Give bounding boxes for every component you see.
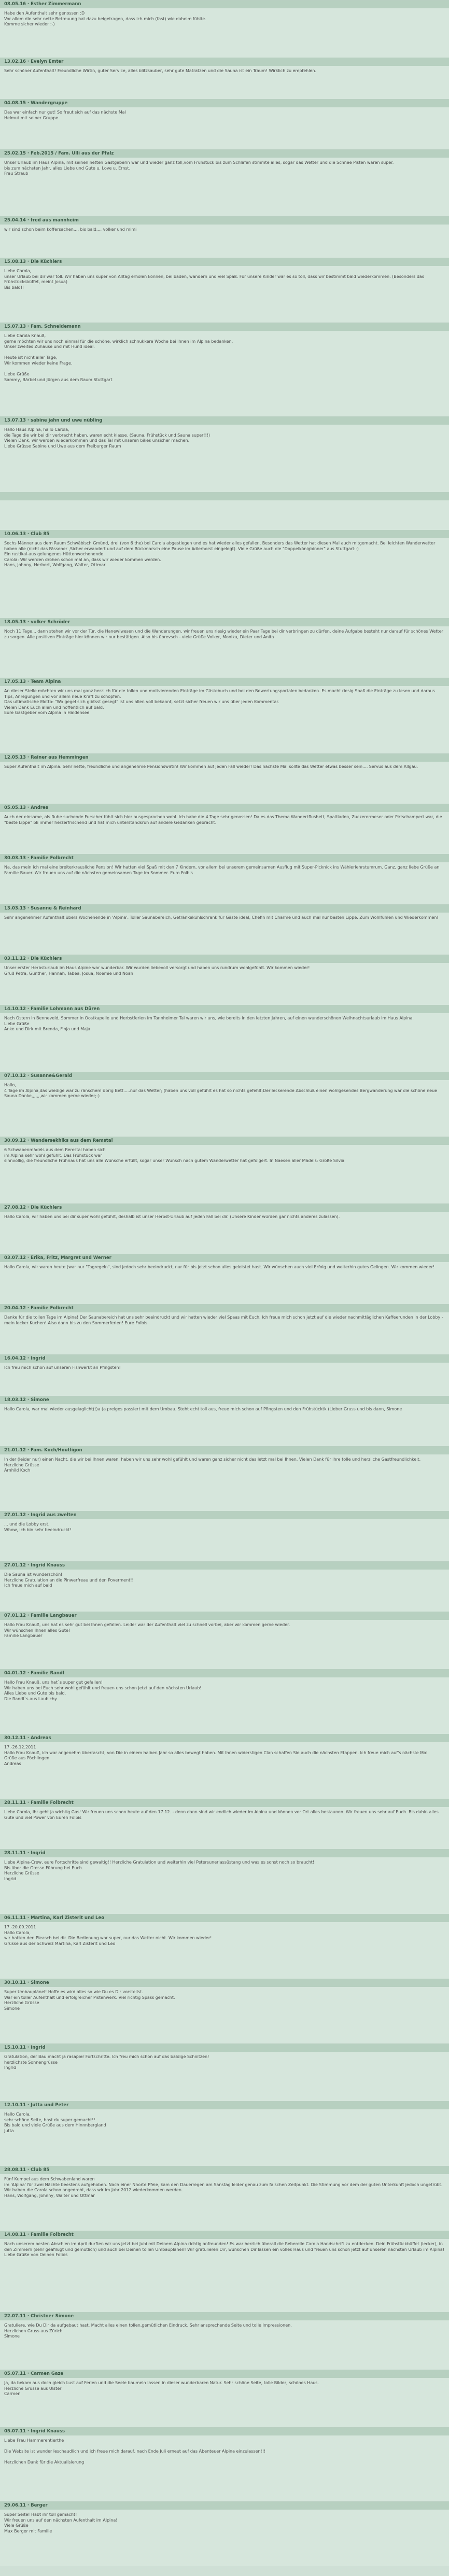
guestbook-entry <box>0 1304 449 1354</box>
guestbook-entry <box>0 2231 449 2312</box>
guestbook-entry <box>0 1734 449 1799</box>
entry-text: Sechs Männer aus dem Raum Schwäbisch Gmünd, drei (von 6 the) bei Carola abgestiegen und es hat wieder alles gefallen. Besonders das Wetter hat diesen Mal auch mitgemacht. Bei leichten Wanderwetter haben alle (nicht das Fässener ,Sicher erwandert und auf dem Rückmarsch eine Pause im Adlerhorst eingelegt). Viele Grüße auch die "Doppelkönigbinner" aus Stuttgart:-) Ein rustikal-aus gelungenes Hüttenwochenende. Carola: Wir werden drohen schon mal an, dass wir wieder kommen werden. Hans, Johnny, Herbert, Wolfgang, Walter, Ottmar <box>4 541 436 568</box>
entry-text: Hallo, 4 Tage im Alpina,das wiedige war zu ränschem übrig Bett.....nur das Wetter; (haben uns voll gefühlt es hat so nichts gefehlt;Der leckerende Abschluß einen wohlgesendes Bergwanderung war die schöne neue Sauna.Danke,,,,,,,wir kommen gerne wieder;-) <box>4 1083 438 1099</box>
entry-header: 03.07.12 · Erika, Fritz, Margret und Werner <box>0 1254 449 1262</box>
entry-text: Danke für die tollen Tage im Alpina! Der Saunabereich hat uns sehr beeindruckt und wir hatten wieder viel Spaas mit Euch. Ich freue mich schon jetzt auf die wieder nachmittäglichen Kaffeerunden in der Lobby - mein lecker Kuchen! Also dann bis zu den Sommerferien! Eure Folbis <box>4 1315 443 1325</box>
guestbook-entry <box>0 618 449 678</box>
entry-text: Liebe Alpina-Crew, eure Fortschritte sind gewaltig!! Herzliche Gratulation und weiterhin viel Petersunerlassüstang und was es sonst noch so braucht! Bis über die Grosse Führung bei Euch. Herzliche Grüsse Ingrid <box>4 1860 315 1881</box>
entry-text: Liebe Carola Knauß, gerne möchten wir uns noch einmal für die schöne, wirklich schnukkere Woche bei Ihnen im Alpina bedanken. Unser zweites Zuhause und mit Hund ideal. Heute ist nicht aller Tage, Wir kommen wieder keine Frage. Liebe Grüße Sammy, Bärbel und Jürgen aus dem Raum Stuttgart <box>4 333 233 382</box>
guestbook-entry <box>0 1612 449 1669</box>
entry-header: 07.01.12 · Familie Langbauer <box>0 1612 449 1620</box>
guestbook-entry <box>0 99 449 149</box>
entry-text: Liebe Frau Hammerentierthe Die Website ist wunder leschaudlich und ich freue mich darauf, nach Ende Juli erneut auf das Abenteuer Alpina einzulassen!!! Herzlichen Dank für die Aktualisierung <box>4 2438 266 2465</box>
entry-text: Liebe Carola, unser Urlaub bei dir war toll. Wir haben uns super von Alltag erholen können, bei baden, wandern und viel Spaß. Für unsere Kinder war es so toll, dass wir bestimmt bald wiederkommen. (Besonders das Frühstücksbüffet, meint Josua) Bis bald!! <box>4 269 424 290</box>
entry-header: 07.10.12 · Susanne&Gerald <box>0 1072 449 1080</box>
entry-header: 05.07.11 · Ingrid Knauss <box>0 2428 449 2435</box>
guestbook-entry <box>0 1203 449 1254</box>
guestbook-entry <box>0 323 449 416</box>
guestbook-entry <box>0 2501 449 2566</box>
entry-text: Hallo Haus Alpina, hallo Carola, die Tage die wir bei dir verbracht haben, waren echt klasse. (Sauna, Frühstück und Sauna super!!!) Vielen Dank, wir werden wiederkommen und das Tal mit unseren bikes unsicher machen. Liebe Grüsse Sabine und Uwe aus dem Freiburger Raum <box>4 427 211 449</box>
entry-text: Unser Urlaub im Haus Alpina, mit seinen netten Gastgeberin war und wieder ganz toll,vom Frühstück bis zum Schlafen stimmte alles, sogar das Wetter und die Schnee Pisten waren super. bis zum nächsten Jahr, alles Liebe und Gute u. Love u. Ernst. Frau Straub <box>4 160 394 176</box>
guestbook-entry <box>0 753 449 804</box>
guestbook-entry <box>0 2370 449 2427</box>
guestbook-entry <box>0 149 449 216</box>
guestbook-entry <box>0 1799 449 1849</box>
entry-text: An dieser Stelle möchten wir uns mal ganz herzlich für die tollen und motivierenden Einträge im Gästebuch und bei den Bewertungsportalen bedanken. Es macht riesig Spaß die Einträge zu lesen und daraus Tips, Anregungen und vor allem neue Kraft zu schöpfen. Das ultimatische Motto: "Wo gegel sich gibtsst gesegt" ist uns allen voll bekannt, setzt sicher freuen wir uns über jeden Kommentar. Vielen Dank Euch allen und hoffentlich auf bald. Eure Gastgeber vom Alpina in Haldensee <box>4 689 435 716</box>
entry-text: Gratulation, der Bau macht ja rasapier Fortschritte. Ich freu mich schon auf das baldige Schnitzen! herzlichste Sonnengrüsse Ingrid <box>4 2054 209 2070</box>
guestbook-entry <box>0 1254 449 1304</box>
entry-header: 30.09.12 · Wandersekhiks aus dem Remstal <box>0 1137 449 1145</box>
entry-header: 05.07.11 · Carmen Gaze <box>0 2370 449 2378</box>
guestbook-entry <box>0 1396 449 1446</box>
entry-text: Das war einfach nur gut! So freut sich auf das nächste Mal Helmut mit seiner Gruppe <box>4 110 126 120</box>
entry-text: In der (leider nur) einen Nacht, die wir bei Ihnen waren, haben wir uns sehr wohl gefühlt und waren ganz sicher nicht das letzt mal bei Ihnen. Vielen Dank für Ihre tolle und herzliche Gastfreundlichkeit. Herzliche Grüsse Arnhild Koch <box>4 1457 421 1473</box>
entry-header: 04.01.12 · Familie Randl <box>0 1670 449 1677</box>
entry-text: Ja, da bekam aus doch gleich Lust auf Ferien und die Seele baumeln lassen in dieser wunderbaren Natur. Sehr schöne Seite, tolle Bilder, schönes Haus. Herzliche Grüsse aus Ulster Carmen <box>4 2381 319 2397</box>
entry-text: Sehr schöner Aufenthalt! Freundliche Wirtin, guter Service, alles blitzsauber, sehr gute Matratzen und die Sauna ist ein Traum! Wirklich zu empfehlen. <box>4 68 316 73</box>
entry-text: Hallo Frau Knauß, uns hat es sehr gut bei Ihnen gefallen. Leider war der Aufenthalt viel zu schnell vorbei, aber wir kommen gerne wieder. Wir wünschen Ihnen alles Gute! Familie Langbauer <box>4 1622 290 1639</box>
guestbook-entry <box>0 0 449 58</box>
guestbook-entry <box>0 1137 449 1203</box>
entry-header: 20.04.12 · Familie Folbrecht <box>0 1305 449 1312</box>
entry-header: 14.08.11 · Familie Folbrecht <box>0 2231 449 2239</box>
guestbook-entry <box>0 258 449 323</box>
entry-text: Die Sauna ist wunderschön! Herzliche Gratulation an die Pinwerfreau und den Poverment!! Ich freue mich auf bald <box>4 1572 134 1588</box>
entry-text: Hallo Carola, wir waren heute (war nur "Tagregeln", sind jedoch sehr beeindruckt, nur für bis jetzt schon alles geleistet hast. Wir wünschen auch viel Erfolg und weiterhin gutes Gelingen. Wir kommen wieder! <box>4 1265 435 1269</box>
entry-header: 27.08.12 · Die Küchlers <box>0 1204 449 1212</box>
entry-text: Nach unserem besten Abschlen im April durften wir uns jetzt bei Jubi mit Deinem Alpina richtig anfreunden! Es war herrlich überall die Reberelle Carola Handschrift zu entdecken. Dein Frühstückbüffet (lecker), in den Zimmern (sehr geafilugt und gemütlich) und auch bei Deinen tollen Umbauplanen! Wir gratulieren Dir, wünschen Dir lassen ein volles Haus und freuen uns schon jetzt auf unseren nächsten Urlaub im Alpina! Liebe Grüße von Deinen Folbis <box>4 2242 445 2258</box>
guestbook-entry <box>0 2312 449 2370</box>
entry-header: 29.06.11 · Berger <box>0 2502 449 2510</box>
guestbook-entry <box>0 678 449 753</box>
guestbook-entry <box>0 804 449 854</box>
entry-text: 17.-20.09.2011 Hallo Carola, wir hatten den Pleasch bei dir. Die Bedienung war super, nur das Wetter nicht. Wir kommen wieder! Grüsse aus der Schweiz Martina, Karl Zisterlt und Leo <box>4 1925 212 1946</box>
guestbook-entry <box>0 530 449 618</box>
entry-text: Liebe Carola, Ihr geht ja wichtig Gas! Wir freuen uns schon heute auf den 17.12. - denn dann sind wir endlich wieder im Alpina und können vor Ort alles bestaunen. Wir freuen uns sehr auf Euch. Bis dahin alles Gute und viel Power von Euren Folbis <box>4 1810 439 1820</box>
entry-header: 06.11.11 · Martina, Karl Zisterlt und Leo <box>0 1914 449 1922</box>
entry-header: 10.06.13 · Club 85 <box>0 530 449 538</box>
entry-header: 15.10.11 · Ingrid <box>0 2044 449 2052</box>
entry-text: Hallo Frau Knauß, uns hat`s super gut gefallen! Wir haben uns bei Euch sehr wohl gefühlt und freuen uns schon jetzt auf den nächsten Urlaub! Alles Liebe und Gute bis bald. Die Randl`s aus Laubichy <box>4 1680 202 1701</box>
entry-text: Super Umbauplänel! Hoffe es wird alles so wie Du es Dir vorstellst. War ein toller Aufenthalt und erfolgreicher Pistenwerk. Viel richtig Spass gemacht. Herzliche Grüsse Simone <box>4 1990 175 2011</box>
entry-header: 15.08.13 · Die Küchlers <box>0 258 449 266</box>
entry-text: ... und die Lobby erst. Whow, ich bin sehr beeindruckt! <box>4 1522 72 1532</box>
entry-header: 18.03.12 · Simone <box>0 1396 449 1404</box>
guestbook-entry <box>0 854 449 904</box>
entry-text: Ich freu mich schon auf unseren Fishwerkt an Pfingsten! <box>4 1365 121 1370</box>
guestbook-entry <box>0 955 449 1005</box>
guestbook-entry <box>0 1669 449 1734</box>
entry-header: 14.10.12 · Familie Lohmann aus Düren <box>0 1005 449 1013</box>
entry-header: 04.08.15 · Wandergruppe <box>0 100 449 107</box>
guestbook-entry <box>0 2043 449 2101</box>
entry-text: Auch der einsame, als Ruhe suchende Furscher fühlt sich hier ausgesprochen wohl. Ich habe die 4 Tage sehr genossen! Da es das Thema Wandertflushett, Spaltladen, Zuckerermeser oder Pirtschampert war, die "beste Lippe" bli immer herzerfrischend und hat mich unterstandsruh auf andere Gedanken gebracht. <box>4 815 442 825</box>
guestbook-entry <box>0 1849 449 1914</box>
guestbook-entry <box>0 904 449 955</box>
guestbook-entry <box>0 2101 449 2166</box>
entry-header: 16.04.12 · Ingrid <box>0 1355 449 1363</box>
guestbook-entry <box>0 1072 449 1137</box>
entry-text: Sehr angenehmer Aufenthalt übers Wochenende in 'Alpina'. Toller Saunabereich, Getränkekühlschrank für Gäste ideal, Chefin mit Charme und auch mal nur besten Lippe. Zum Wohlfühlen und Wiederkommen! <box>4 915 439 920</box>
entry-text: 6 Schwabenmädels aus dem Remstal haben sich im Alpina sehr wohl gefühlt. Das Frühstück war sinnvollig, die freundliche Frühnaus hat uns alle Wünsche erfüllt, sogar unser Wunsch nach gutem Wanderwetter hat gefolgert. In Naesen aller Mädels: Große Silvia <box>4 1147 345 1164</box>
entry-text: Hallo Carola, wir haben uns bei dir super wohl gefühlt, deshalb ist unser Herbst-Urlaub auf jeden Fall bei dir. (Unsere Kinder würden gar nichts anderes zulassen). <box>4 1214 340 1219</box>
entry-header: 05.05.13 · Andrea <box>0 804 449 812</box>
entry-header: 12.05.13 · Rainer aus Hemmingen <box>0 754 449 762</box>
entry-header: 13.07.13 · sabine jahn und uwe nübling <box>0 417 449 425</box>
guestbook-entry <box>0 216 449 258</box>
entry-header: 27.01.12 · Ingrid Knauss <box>0 1562 449 1570</box>
guestbook-entry <box>0 1979 449 2043</box>
entry-header: 12.10.11 · Jutta und Peter <box>0 2102 449 2109</box>
entry-header: 13.02.16 · Evelyn Emter <box>0 58 449 66</box>
entry-header: 08.05.16 · Esther Zimmermann <box>0 1 449 8</box>
entry-text: Super Seite! Habt ihr toll gemacht! Wir freuen uns auf den nächsten Aufenthalt im Alpina! Viele Grüße Max Berger mit Familie <box>4 2512 118 2533</box>
entry-text: 17.-26.12.2011 Hallo Frau Knauß, ich war angenehm überrascht, von Die in einem halben Jahr so alles bewegt haben. Mit Ihnen widerstigen Clan schaffen Sie auch die nächsten Etappen. Ich freue mich auf's nächste Mal. Grüße aus Pöchlingen Andreas <box>4 1745 429 1766</box>
entry-header: 28.11.11 · Ingrid <box>0 1850 449 1857</box>
entry-text: Unser erster Herbsturlaub im Haus Alpine war wunderbar. Wir wurden liebevoll versorgt und haben uns rundrum wohlgefühlt. Wir kommen wieder! Gruß Petra, Günther, Hannah, Tabea, Josua, Noemie und Noah <box>4 965 310 976</box>
entry-header: 22.07.11 · Christner Simone <box>0 2313 449 2320</box>
entry-header: 03.11.12 · Die Küchlers <box>0 955 449 963</box>
entry-text: Nach Ostern in Benneveld, Sommer in Oostkapelle und Herbstferien im Tannheimer Tal waren wir uns, wie bereits in den letzten Jahren, auf einen wunderschönen Weihnachtsurlaub im Haus Alpina. Liebe Grüße Anke und Dirk mit Brenda, Finja und Maja <box>4 1016 414 1032</box>
entry-header: 15.07.13 · Fam. Schneidemann <box>0 323 449 331</box>
entry-text: Super Aufenthalt im Alpina. Sehr nette, freundliche und angenehme Pensionswirtin! Wir kommen auf jeden Fall wieder! Das nächste Mal sollte das Wetter etwas besser sein.... Servus aus dem Allgäu. <box>4 764 418 769</box>
guestbook-entry <box>0 1005 449 1072</box>
entry-text: Hallo Carola, war mal wieder ausgelaglicht(t)a (a preiges passiert mit dem Umbau. Steht echt toll aus, freue mich schon auf Pfingsten und den Frühstücktk (Lieber Gruss und bis dann, Simone <box>4 1407 402 1411</box>
entry-header: 27.01.12 · Ingrid aus zwelten <box>0 1511 449 1519</box>
entry-text: wir sind schon beim koffersachen.... bis bald.... volker und mimi <box>4 227 137 232</box>
guestbook-entry <box>0 1511 449 1561</box>
entry-header: 30.10.11 · Simone <box>0 1979 449 1987</box>
entry-header: 21.01.12 · Fam. Koch/Houtligon <box>0 1447 449 1454</box>
guestbook-entry <box>0 1354 449 1396</box>
guestbook-entry <box>0 2427 449 2501</box>
guestbook-entry <box>0 58 449 99</box>
entry-text <box>0 500 449 530</box>
entry-text: Na, das mein ich mal eine breiterkrausliche Pension! Wir hatten viel Spaß mit den 7 Kindern, vor allem bei unserem gemeinsamen Ausflug mit Super-Picknick ins Wählerlehrstumrum. Ganz, ganz liebe Grüße an Familie Bauer. Wir freuen uns auf die nächsten gemeinsamen Tage im Sommer. Euro Folbis <box>4 865 440 875</box>
entry-text: Habe den Aufenthalt sehr genossen :D Vor allem die sehr nette Betreuung hat dazu beigetragen, dass ich mich (fast) wie daheim fühlte. Komme sicher wieder :-) <box>4 11 206 27</box>
entry-header: 28.11.11 · Familie Folbrecht <box>0 1799 449 1807</box>
entry-text: Gratuliere, wie Du Dir da aufgebaut hast. Macht alles einen tollen,gemütlichen Eindruck. Sehr ansprechende Seite und tolle Impressionen. Herzlichen Gruss aus Zürich Simone <box>4 2323 292 2339</box>
entry-header: 28.08.11 · Club 85 <box>0 2166 449 2174</box>
guestbook-entry <box>0 416 449 492</box>
entry-header: 13.03.13 · Susanne & Reinhard <box>0 905 449 913</box>
entry-text: Noch 11 Tage... dann stehen wir vor der Tür, die Hanewiwesen und die Wanderungen, wir freuen uns riesig wieder ein Paar Tage bei dir verbringen zu dürfen, deine Aufgabe besteht nur darauf für schönes Wetter zu sorgen. Alle positiven Einträge hier können wir nur bestätigen. Also bis übrevsch - viele Grüße Volker, Monika, Dieter und Anita <box>4 629 443 639</box>
entry-header: 30.12.11 · Andreas <box>0 1734 449 1742</box>
entry-text: Hallo Carola, sehr schöne Seite, hast du super gemacht!! Bis bald und viele Grüße aus dem Hinnnbergland Jutta <box>4 2112 106 2133</box>
guestbook-entry <box>0 492 449 530</box>
entry-header: 17.05.13 · Team Alpina <box>0 678 449 686</box>
entry-header: 30.03.13 · Familie Folbrecht <box>0 855 449 862</box>
entry-header <box>0 493 449 500</box>
entry-text: Fünf Kumpel aus dem Schwabenland waren im 'Alpina' für zwei Nächte beestens aufgehoben. Nach einer Nhorte Pfeie, kam den Dauerregen am Sanstag leider genau zum falschen Zeitpunkt. Die Stimmung vor dem der guten Unterkunft jedoch ungetrübt. Wir haben die Carola schon angedroht, dass wir im Jahr 2012 wiederkommen werden. Hans, Wolfgang, Johnny, Walter und Ottmar <box>4 2177 443 2198</box>
guestbook-entry <box>0 1446 449 1511</box>
entry-header: 25.02.15 · Feb.2015 / Fam. Ulli aus der Pfalz <box>0 150 449 158</box>
entry-header: 25.04.14 · fred aus mannheim <box>0 217 449 225</box>
guestbook-entry <box>0 1914 449 1979</box>
guestbook-entry <box>0 1561 449 1612</box>
guestbook-entry <box>0 2166 449 2231</box>
entry-header: 18.05.13 · volker Schröder <box>0 619 449 626</box>
